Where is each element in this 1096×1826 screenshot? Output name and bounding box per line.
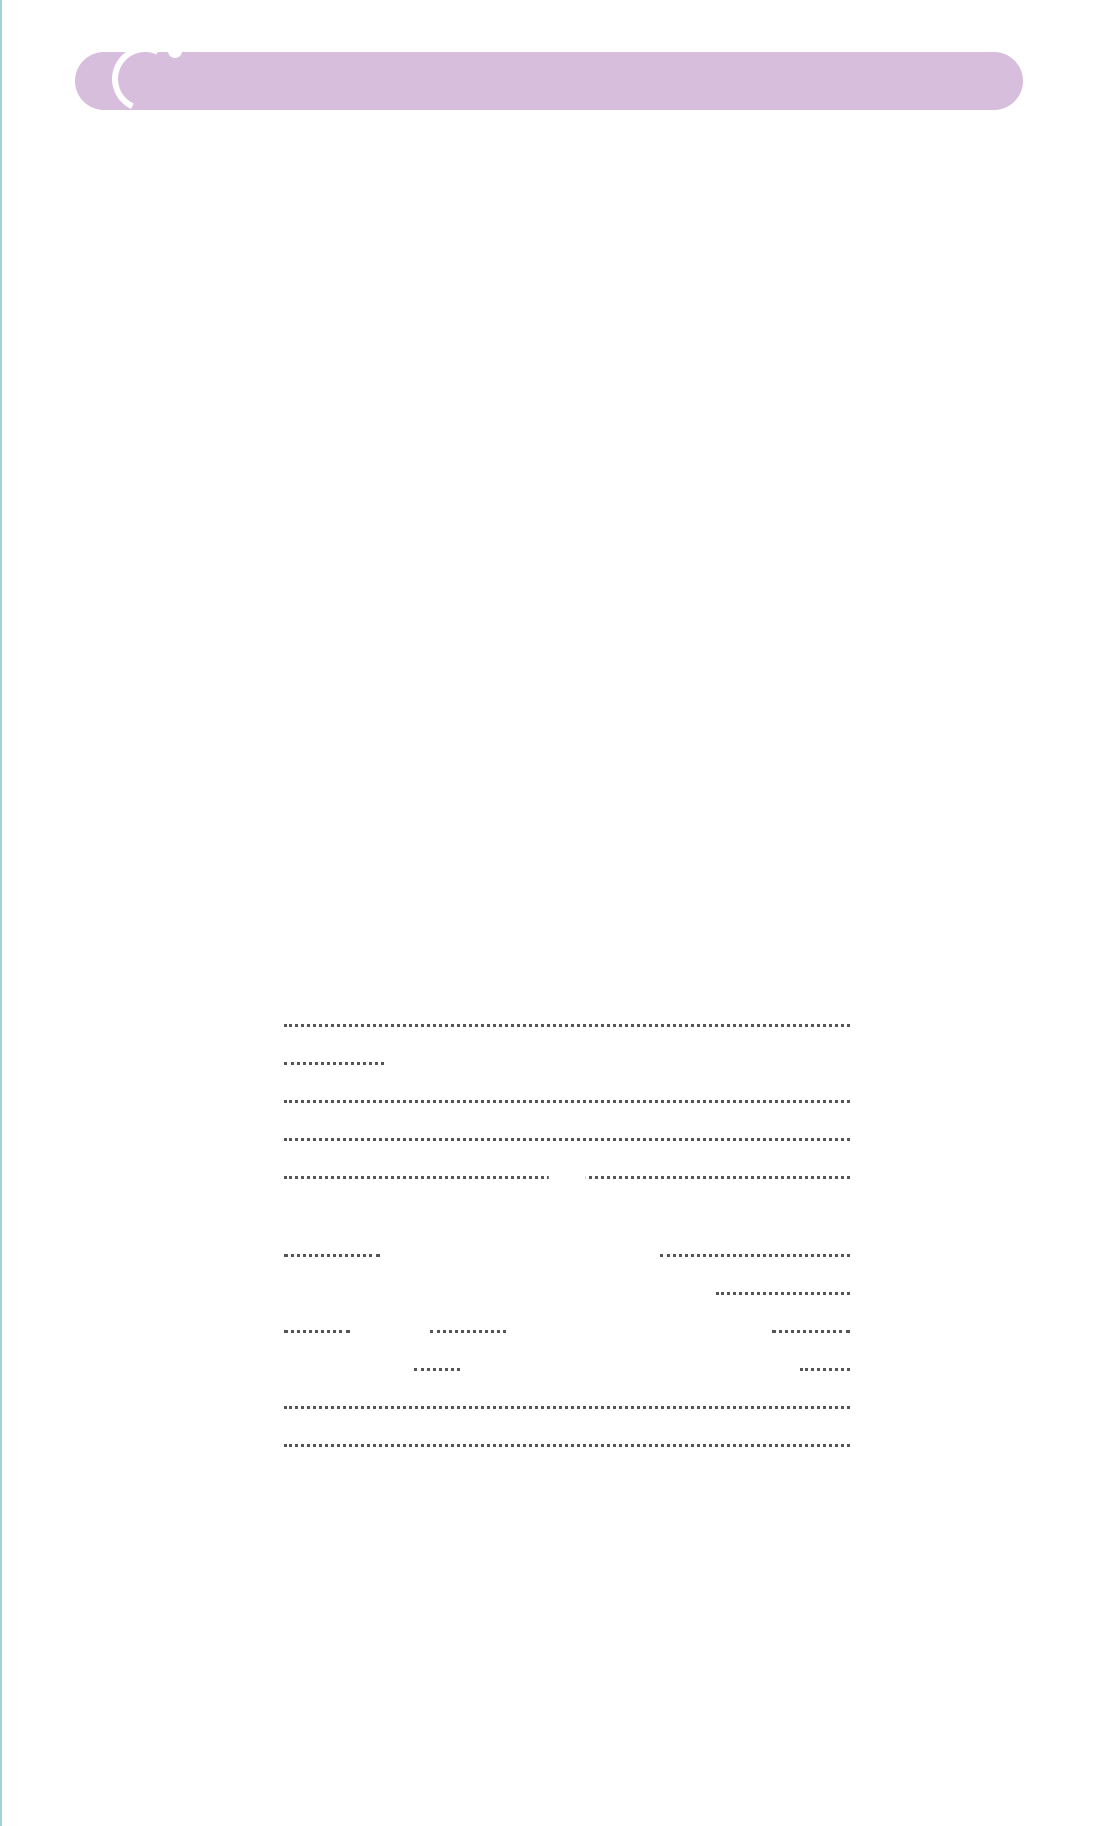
dot-leader (284, 1152, 850, 1190)
reading-ref (549, 1152, 586, 1190)
news-row (0, 1114, 1096, 1152)
dot-leader (284, 1382, 850, 1420)
hymn-row (0, 1000, 1096, 1038)
dot-leader (284, 1420, 850, 1458)
sermon-row-3 (0, 1344, 1096, 1382)
dot-leader (284, 1038, 384, 1076)
reading-row (0, 1152, 1096, 1190)
dot-leader (772, 1306, 850, 1344)
leaders-section (0, 138, 1096, 208)
reading-row-3 (0, 1190, 1096, 1228)
dot-icon (168, 44, 182, 58)
dot-leader (414, 1344, 460, 1382)
dot-leader (284, 1076, 850, 1114)
dot-leader (430, 1306, 506, 1344)
anthem-row (0, 1230, 1096, 1268)
sermon-row (0, 1306, 1096, 1344)
dot-leader (284, 1230, 380, 1268)
prayer-row (0, 1038, 1096, 1076)
dot-leader (716, 1268, 850, 1306)
offering-row (0, 1420, 1096, 1458)
title-banner (75, 52, 1023, 110)
praise-row (0, 1076, 1096, 1114)
anthem-row-2 (0, 1268, 1096, 1306)
page-edge (0, 0, 2, 1826)
dot-leader (800, 1344, 850, 1382)
dot-leader (284, 1306, 350, 1344)
prayer-after-sermon-row (0, 1382, 1096, 1420)
dot-leader (284, 1000, 850, 1038)
dot-leader (660, 1230, 850, 1268)
dot-leader (284, 1114, 850, 1152)
